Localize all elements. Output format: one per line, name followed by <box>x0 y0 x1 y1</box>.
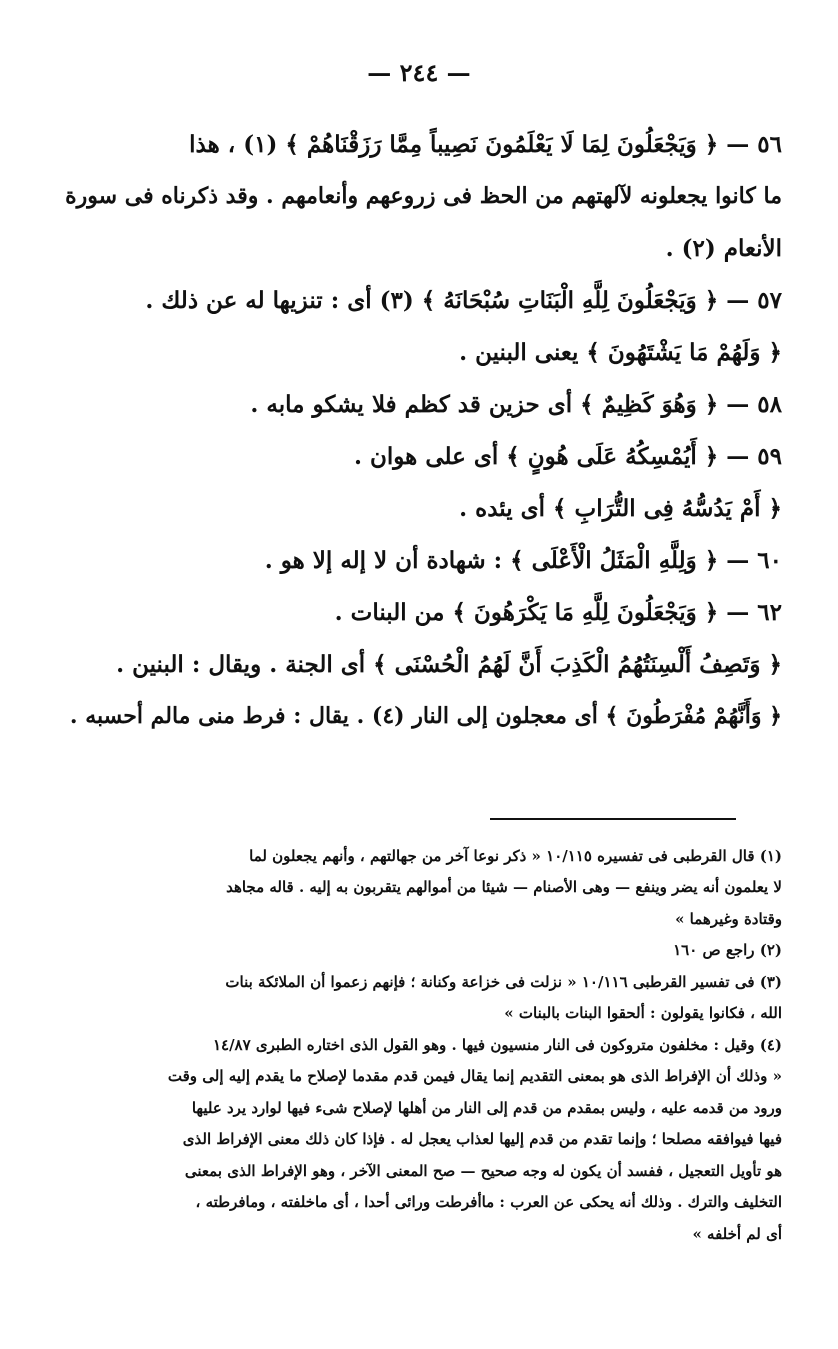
footnote-line: (٤) وقيل : مخلفون متروكون فى النار منسيون فيها . وهو القول الذى اختاره الطبرى ١٤/٨٧ <box>212 1035 782 1054</box>
footnote-line: (٣) فى تفسير القرطبى ١٠/١١٦ « نزلت فى خزاعة وكنانة ؛ فإنهم زعموا أن الملائكة بنات <box>225 972 782 991</box>
verse-58-line: ٥٨ — ﴿ وَهُوَ كَظِيمٌ ﴾ أى حزين قد كظم فلا يشكو مابه . <box>250 390 782 418</box>
verse-59-line-2: ﴿ أَمْ يَدُسُّهُ فِى التُّرَابِ ﴾ أى يئده . <box>459 494 782 522</box>
footnote-line: لا يعلمون أنه يضر وينفع — وهى الأصنام — شيئا من أموالهم يتقربون به إليه . قاله مجاهد <box>226 878 782 897</box>
footnote-line: الله ، فكانوا يقولون : ألحقوا البنات بالبنات » <box>504 1004 782 1023</box>
main-text <box>56 118 782 742</box>
footnote-line: (٢) راجع ص ١٦٠ <box>673 941 782 960</box>
verse-56-line-2: ما كانوا يجعلونه لآلهتهم من الحظ فى زروعهم وأنعامهم . وقد ذكرناه فى سورة <box>65 183 782 209</box>
verse-59-line-1: ٥٩ — ﴿ أَيُمْسِكُهُ عَلَى هُونٍ ﴾ أى على هوان . <box>354 442 782 470</box>
verse-62-line-3: ﴿ وَأَنَّهُمْ مُفْرَطُونَ ﴾ أى معجلون إلى النار (٤) . يقال : فرط منى مالم أحسبه . <box>69 703 782 729</box>
verse-60-line: ٦٠ — ﴿ وَلِلَّهِ الْمَثَلُ الْأَعْلَى ﴾ : شهادة أن لا إله إلا هو . <box>264 546 782 574</box>
footnotes <box>56 840 782 1250</box>
footnote-divider <box>490 818 736 820</box>
footnote-line: أى لم أخلفه » <box>692 1224 782 1243</box>
footnote-line: وقتادة وغيرهما » <box>675 909 782 928</box>
verse-56-line-1: ٥٦ — ﴿ وَيَجْعَلُونَ لِمَا لَا يَعْلَمُونَ نَصِيباً مِمَّا رَزَقْنَاهُمْ ﴾ (١) ، هذا <box>189 130 782 158</box>
verse-56-line-3: الأنعام (٢) . <box>665 234 782 262</box>
verse-62-line-2: ﴿ وَتَصِفُ أَلْسِنَتُهُمُ الْكَذِبَ أَنَّ لَهُمُ الْحُسْنَى ﴾ أى الجنة . ويقال : البنين . <box>116 650 782 678</box>
footnote-line: التخليف والترك . وذلك أنه يحكى عن العرب : ماأفرطت ورائى أحدا ، أى ماخلفته ، ومافرطته ، <box>195 1193 782 1212</box>
footnote-line: « وذلك أن الإفراط الذى هو بمعنى التقديم إنما يقال فيمن قدم مقدما لإصلاح ما يقدم إليه إلى وقت <box>167 1067 782 1086</box>
footnote-line: فيها فيوافقه مصلحا ؛ وإنما تقدم من قدم إليها لعذاب يعجل له . فإذا كان ذلك معنى الإفراط الذى <box>182 1130 782 1149</box>
footnote-line: (١) قال القرطبى فى تفسيره ١٠/١١٥ « ذكر نوعا آخر من جهالتهم ، وأنهم يجعلون لما <box>249 846 782 865</box>
verse-62-line-1: ٦٢ — ﴿ وَيَجْعَلُونَ لِلَّهِ مَا يَكْرَهُونَ ﴾ من البنات . <box>334 598 782 626</box>
footnote-line: ورود من قدمه عليه ، وليس بمقدم من قدم إلى النار من أهلها لإصلاح شىء فيها لوارد يرد عليها <box>191 1098 782 1117</box>
verse-57-line-2: ﴿ وَلَهُمْ مَا يَشْتَهُونَ ﴾ يعنى البنين . <box>459 338 782 366</box>
page-number: — ٢٤٤ — <box>367 58 471 87</box>
footnote-line: هو تأويل التعجيل ، ففسد أن يكون له وجه صحيح — صح المعنى الآخر ، وهو الإفراط الذى بمعنى <box>184 1161 782 1180</box>
verse-57-line-1: ٥٧ — ﴿ وَيَجْعَلُونَ لِلَّهِ الْبَنَاتِ سُبْحَانَهُ ﴾ (٣) أى : تنزيها له عن ذلك . <box>145 286 782 314</box>
